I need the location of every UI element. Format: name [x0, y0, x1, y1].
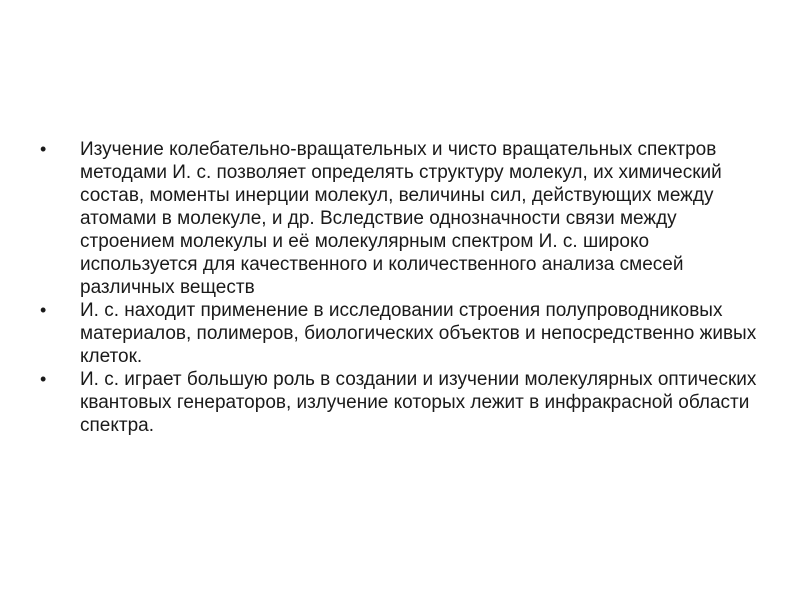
bullet-icon: • [40, 139, 47, 159]
bullet-icon: • [40, 300, 47, 320]
bullet-text: Изучение колебательно-вращательных и чисто вращательных спектров методами И. с. позволяет определять структуру молекул, их химический состав, моменты инерции молекул, величины сил, действующих между атомами в молекуле, и др. Вследствие однозначности связи между строением молекулы и её молекулярным спектром И. с. широко используется для качественного и количественного анализа смесей различных веществ [80, 139, 722, 298]
bullet-icon: • [40, 369, 47, 389]
bullet-item [40, 368, 760, 437]
bullet-item [40, 138, 760, 299]
bullet-text: И. с. играет большую роль в создании и изучении молекулярных оптических квантовых генераторов, излучение которых лежит в инфракрасной области спектра. [80, 369, 757, 436]
bullet-text: И. с. находит применение в исследовании строения полупроводниковых материалов, полимеров, биологических объектов и непосредственно живых клеток. [80, 300, 757, 367]
bullet-item [40, 299, 760, 368]
bullet-list [40, 138, 760, 437]
